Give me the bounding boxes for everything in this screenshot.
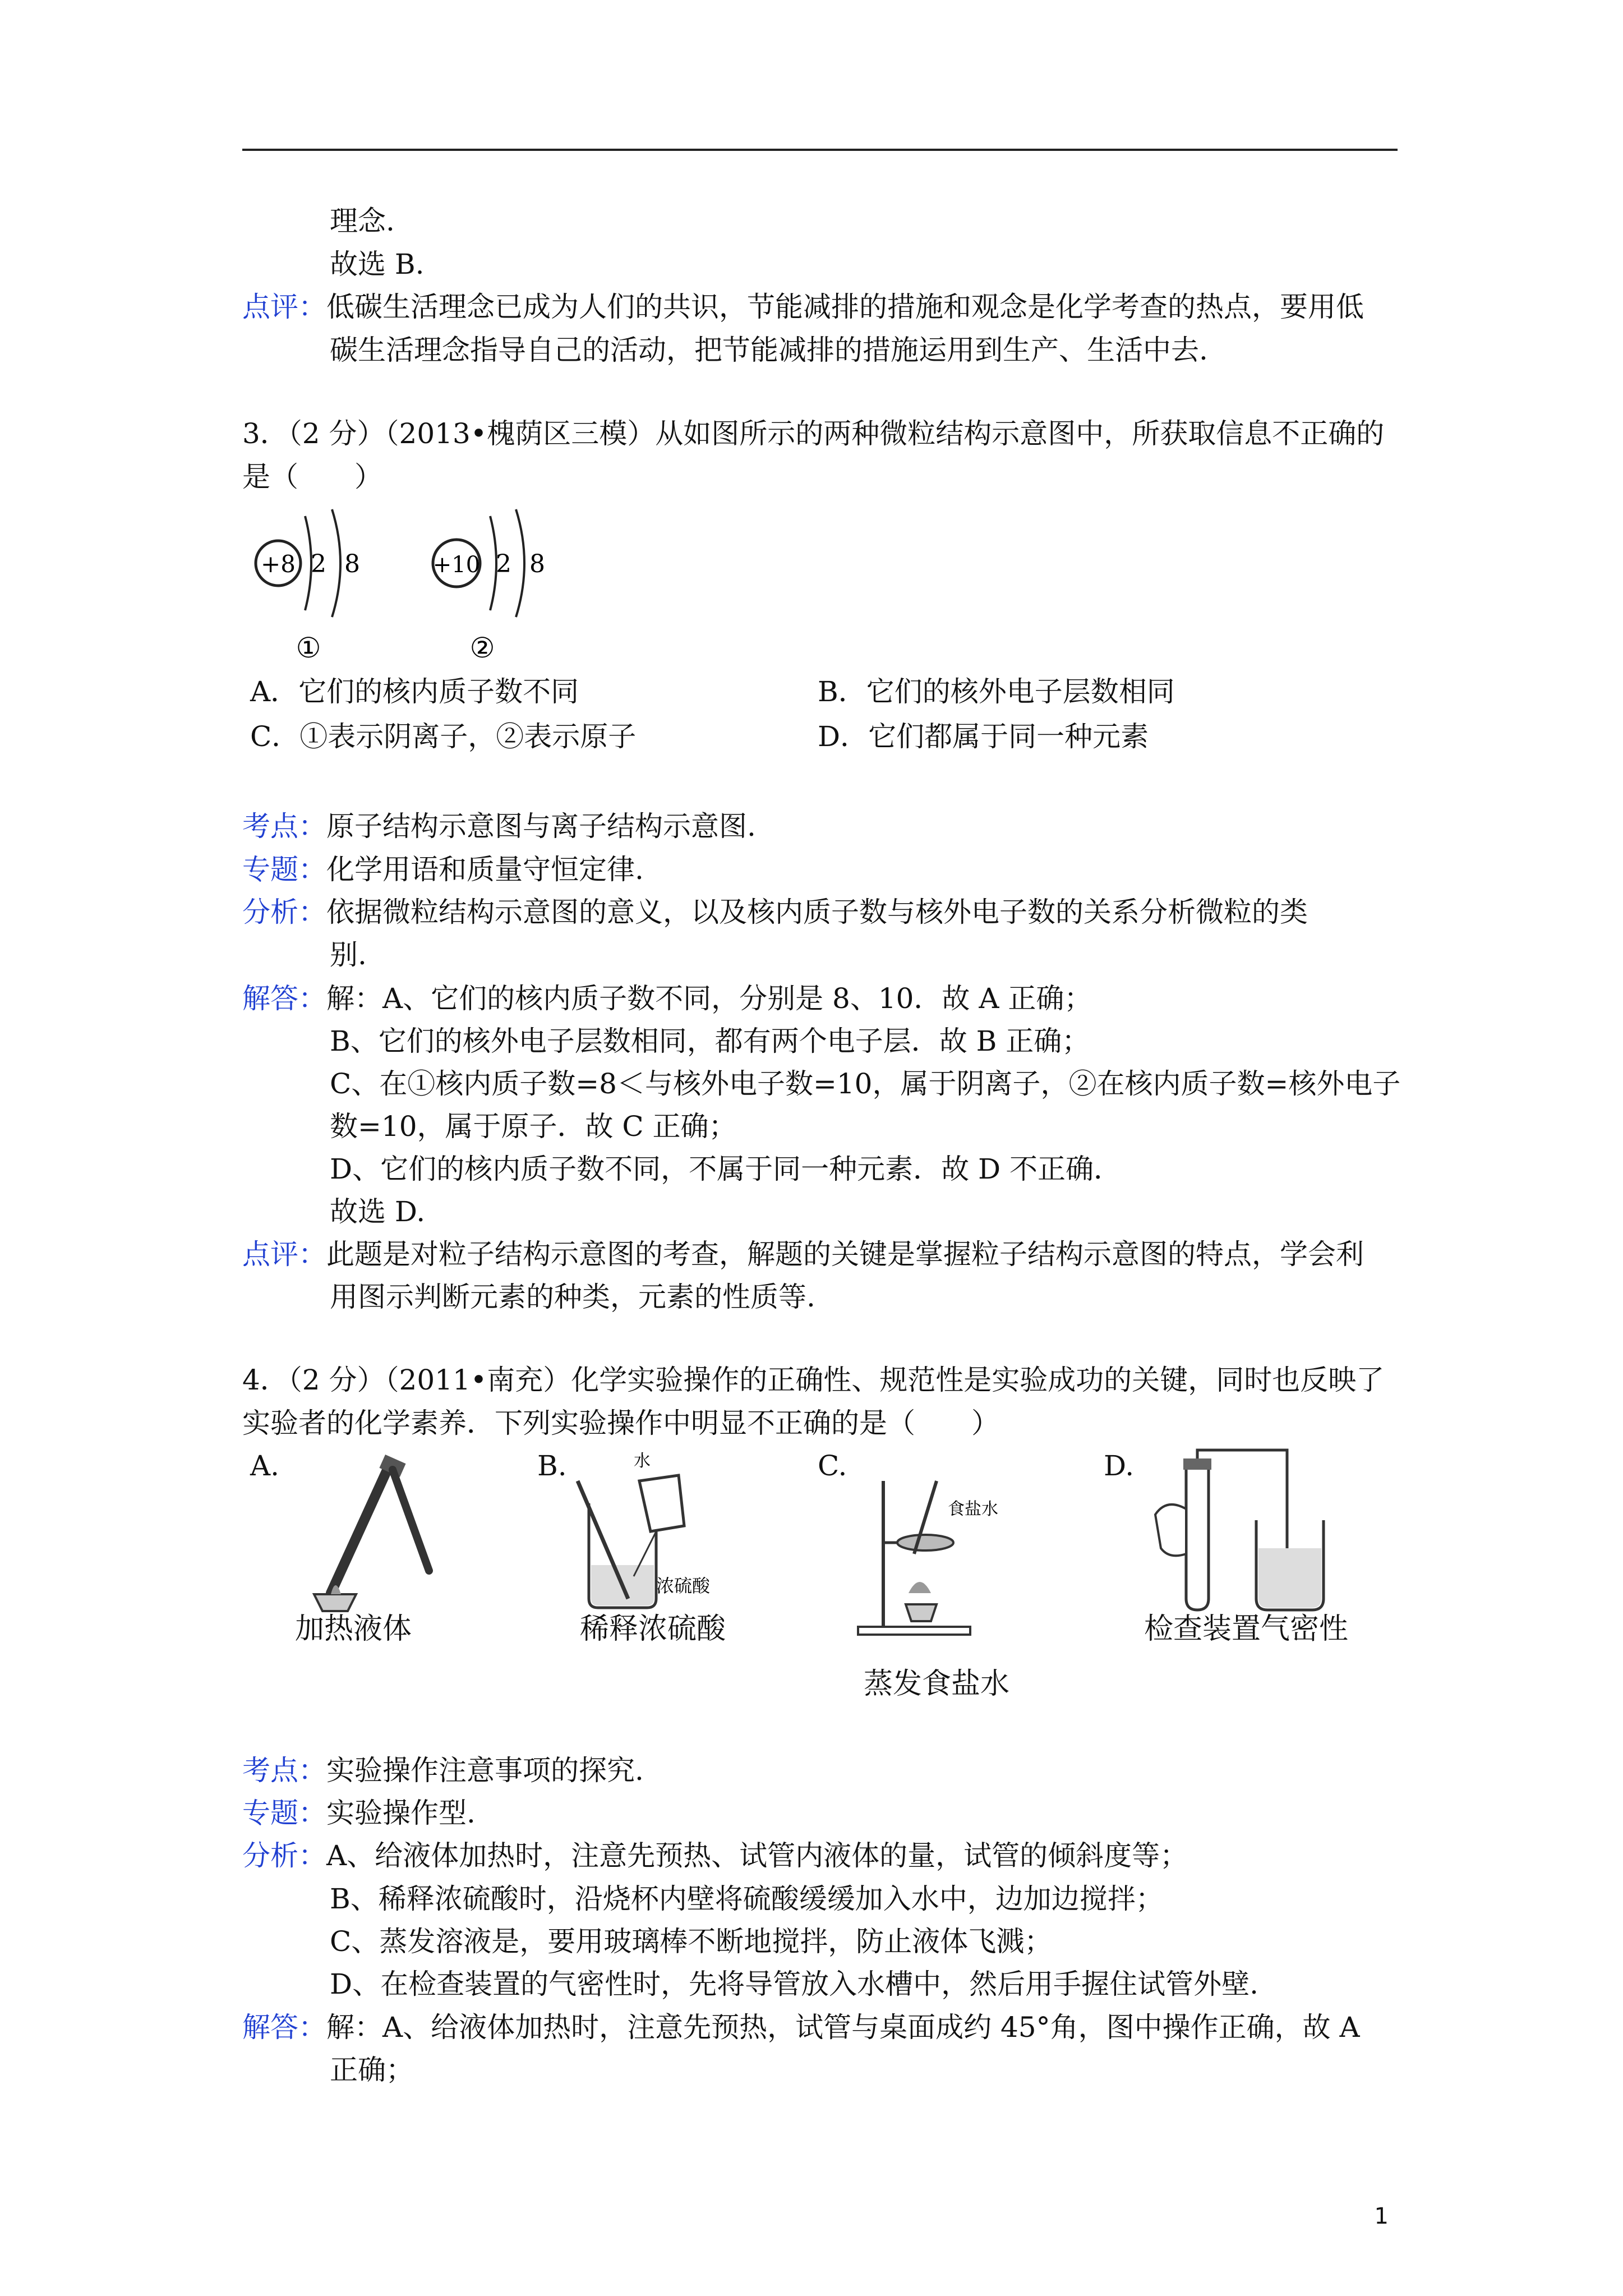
- water-label: 水: [634, 1451, 651, 1471]
- q3-jieda: [242, 982, 1092, 1015]
- jieda-text: 解：A、它们的核内质子数不同，分别是 8、10．故 A 正确；: [326, 982, 1092, 1015]
- kaodian-label: 考点：: [242, 1754, 326, 1787]
- text-line: 故选 D.: [330, 1195, 426, 1228]
- text-line: 别.: [330, 938, 367, 971]
- shell-1-2: 8: [344, 550, 360, 578]
- dilute-acid-image: [566, 1447, 757, 1616]
- q3-dianping: [242, 1237, 1364, 1271]
- jieda-text: 解：A、给液体加热时，注意先预热，试管与桌面成约 45°角，图中操作正确，故 A: [326, 2011, 1360, 2044]
- q3-figure: [242, 505, 579, 673]
- caption-d: 检查装置气密性: [1144, 1612, 1349, 1646]
- q4-zhuanti: [242, 1796, 476, 1830]
- shell-1-1: 2: [311, 550, 326, 578]
- shell-2-2: 8: [529, 550, 545, 578]
- nucleus-charge-1: +8: [261, 550, 296, 578]
- text-line: D、它们的核内质子数不同，不属于同一种元素．故 D 不正确．: [330, 1153, 1122, 1185]
- text-line: 故选 B.: [330, 248, 425, 280]
- dianping-label: 点评：: [242, 1238, 326, 1271]
- q4-jieda: [242, 2010, 1360, 2044]
- kaodian-text: 原子结构示意图与离子结构示意图.: [326, 810, 756, 843]
- text-line: 理念.: [330, 205, 395, 237]
- fenxi-label: 分析：: [242, 896, 326, 928]
- shell-2-1: 2: [496, 550, 511, 578]
- airtightness-image: [1144, 1447, 1346, 1616]
- salt-label: 食盐水: [948, 1499, 998, 1519]
- heating-liquid-image: [292, 1447, 460, 1616]
- fenxi-label: 分析：: [242, 1839, 326, 1872]
- q3-zhuanti: [242, 853, 644, 886]
- text-line: B、稀释浓硫酸时，沿烧杯内壁将硫酸缓缓加入水中，边加边搅拌；: [330, 1883, 1164, 1915]
- q4-fenxi: [242, 1839, 1188, 1872]
- caption-c: 蒸发食盐水: [864, 1667, 1010, 1701]
- text-line: C、蒸发溶液是，要用玻璃棒不断地搅拌，防止液体飞溅；: [330, 1925, 1053, 1958]
- q4-kaodian: [242, 1754, 644, 1787]
- kaodian-label: 考点：: [242, 810, 326, 843]
- q3-option-a: A．它们的核内质子数不同: [250, 675, 579, 708]
- text-line: D、在检查装置的气密性时，先将导管放入水槽中，然后用手握住试管外壁.: [330, 1968, 1258, 2000]
- q3-fenxi: [242, 895, 1308, 929]
- atom-diagram-1: [256, 509, 360, 664]
- acid-label: 浓硫酸: [656, 1575, 711, 1596]
- evaporate-salt-image: [852, 1458, 1021, 1649]
- zhuanti-label: 专题：: [242, 853, 326, 886]
- zhuanti-label: 专题：: [242, 1797, 326, 1829]
- q4-letter-b: B.: [537, 1450, 567, 1482]
- diagram-label-1: ①: [296, 632, 321, 664]
- text-line: B、它们的核外电子层数相同，都有两个电子层．故 B 正确；: [330, 1025, 1090, 1057]
- review-label: 点评：: [242, 291, 326, 323]
- text-line: 数=10，属于原子．故 C 正确；: [330, 1110, 737, 1143]
- q4-letter-c: C.: [818, 1450, 847, 1482]
- nucleus-charge-2: +10: [432, 552, 481, 578]
- jieda-label: 解答：: [242, 2011, 326, 2044]
- atom-diagram-2: [433, 509, 545, 664]
- jieda-label: 解答：: [242, 982, 326, 1015]
- q4-stem: 4．（2 分）（2011•南充）化学实验操作的正确性、规范性是实验成功的关键，同时也反映了: [242, 1364, 1385, 1396]
- q3-stem: 是（ ）: [242, 461, 382, 493]
- caption-a: 加热液体: [295, 1612, 412, 1646]
- header-rule: [242, 149, 1398, 151]
- page-number: 1: [1374, 2203, 1389, 2229]
- zhuanti-text: 化学用语和质量守恒定律.: [326, 853, 644, 886]
- kaodian-text: 实验操作注意事项的探究.: [326, 1754, 644, 1787]
- q4-letter-a: A.: [250, 1450, 280, 1482]
- dianping-text: 此题是对粒子结构示意图的考查，解题的关键是掌握粒子结构示意图的特点，学会利: [326, 1238, 1364, 1271]
- text-line: C、在①核内质子数=8＜与核外电子数=10，属于阴离子，②在核内质子数=核外电子: [330, 1068, 1401, 1100]
- text-line: 用图示判断元素的种类，元素的性质等.: [330, 1281, 815, 1313]
- text-line: 正确；: [330, 2054, 414, 2086]
- fenxi-text: 依据微粒结构示意图的意义，以及核内质子数与核外电子数的关系分析微粒的类: [326, 896, 1308, 928]
- q3-option-d: D．它们都属于同一种元素: [818, 720, 1149, 753]
- q3-stem: 3．（2 分）（2013•槐荫区三模）从如图所示的两种微粒结构示意图中，所获取信息不正确的: [242, 417, 1385, 450]
- review-line: [242, 290, 1364, 324]
- zhuanti-text: 实验操作型.: [326, 1797, 476, 1829]
- diagram-label-2: ②: [469, 632, 495, 664]
- q4-letter-d: D.: [1104, 1450, 1135, 1482]
- text-line: 碳生活理念指导自己的活动，把节能减排的措施运用到生产、生活中去.: [330, 334, 1208, 366]
- q3-option-b: B．它们的核外电子层数相同: [818, 675, 1175, 708]
- q4-stem: 实验者的化学素养．下列实验操作中明显不正确的是（ ）: [242, 1407, 999, 1439]
- caption-b: 稀释浓硫酸: [580, 1612, 726, 1646]
- q3-kaodian: [242, 809, 756, 843]
- fenxi-text: A、给液体加热时，注意先预热、试管内液体的量，试管的倾斜度等；: [326, 1839, 1188, 1872]
- review-text: 低碳生活理念已成为人们的共识，节能减排的措施和观念是化学考查的热点，要用低: [326, 291, 1364, 323]
- q3-option-c: C．①表示阴离子，②表示原子: [250, 720, 637, 753]
